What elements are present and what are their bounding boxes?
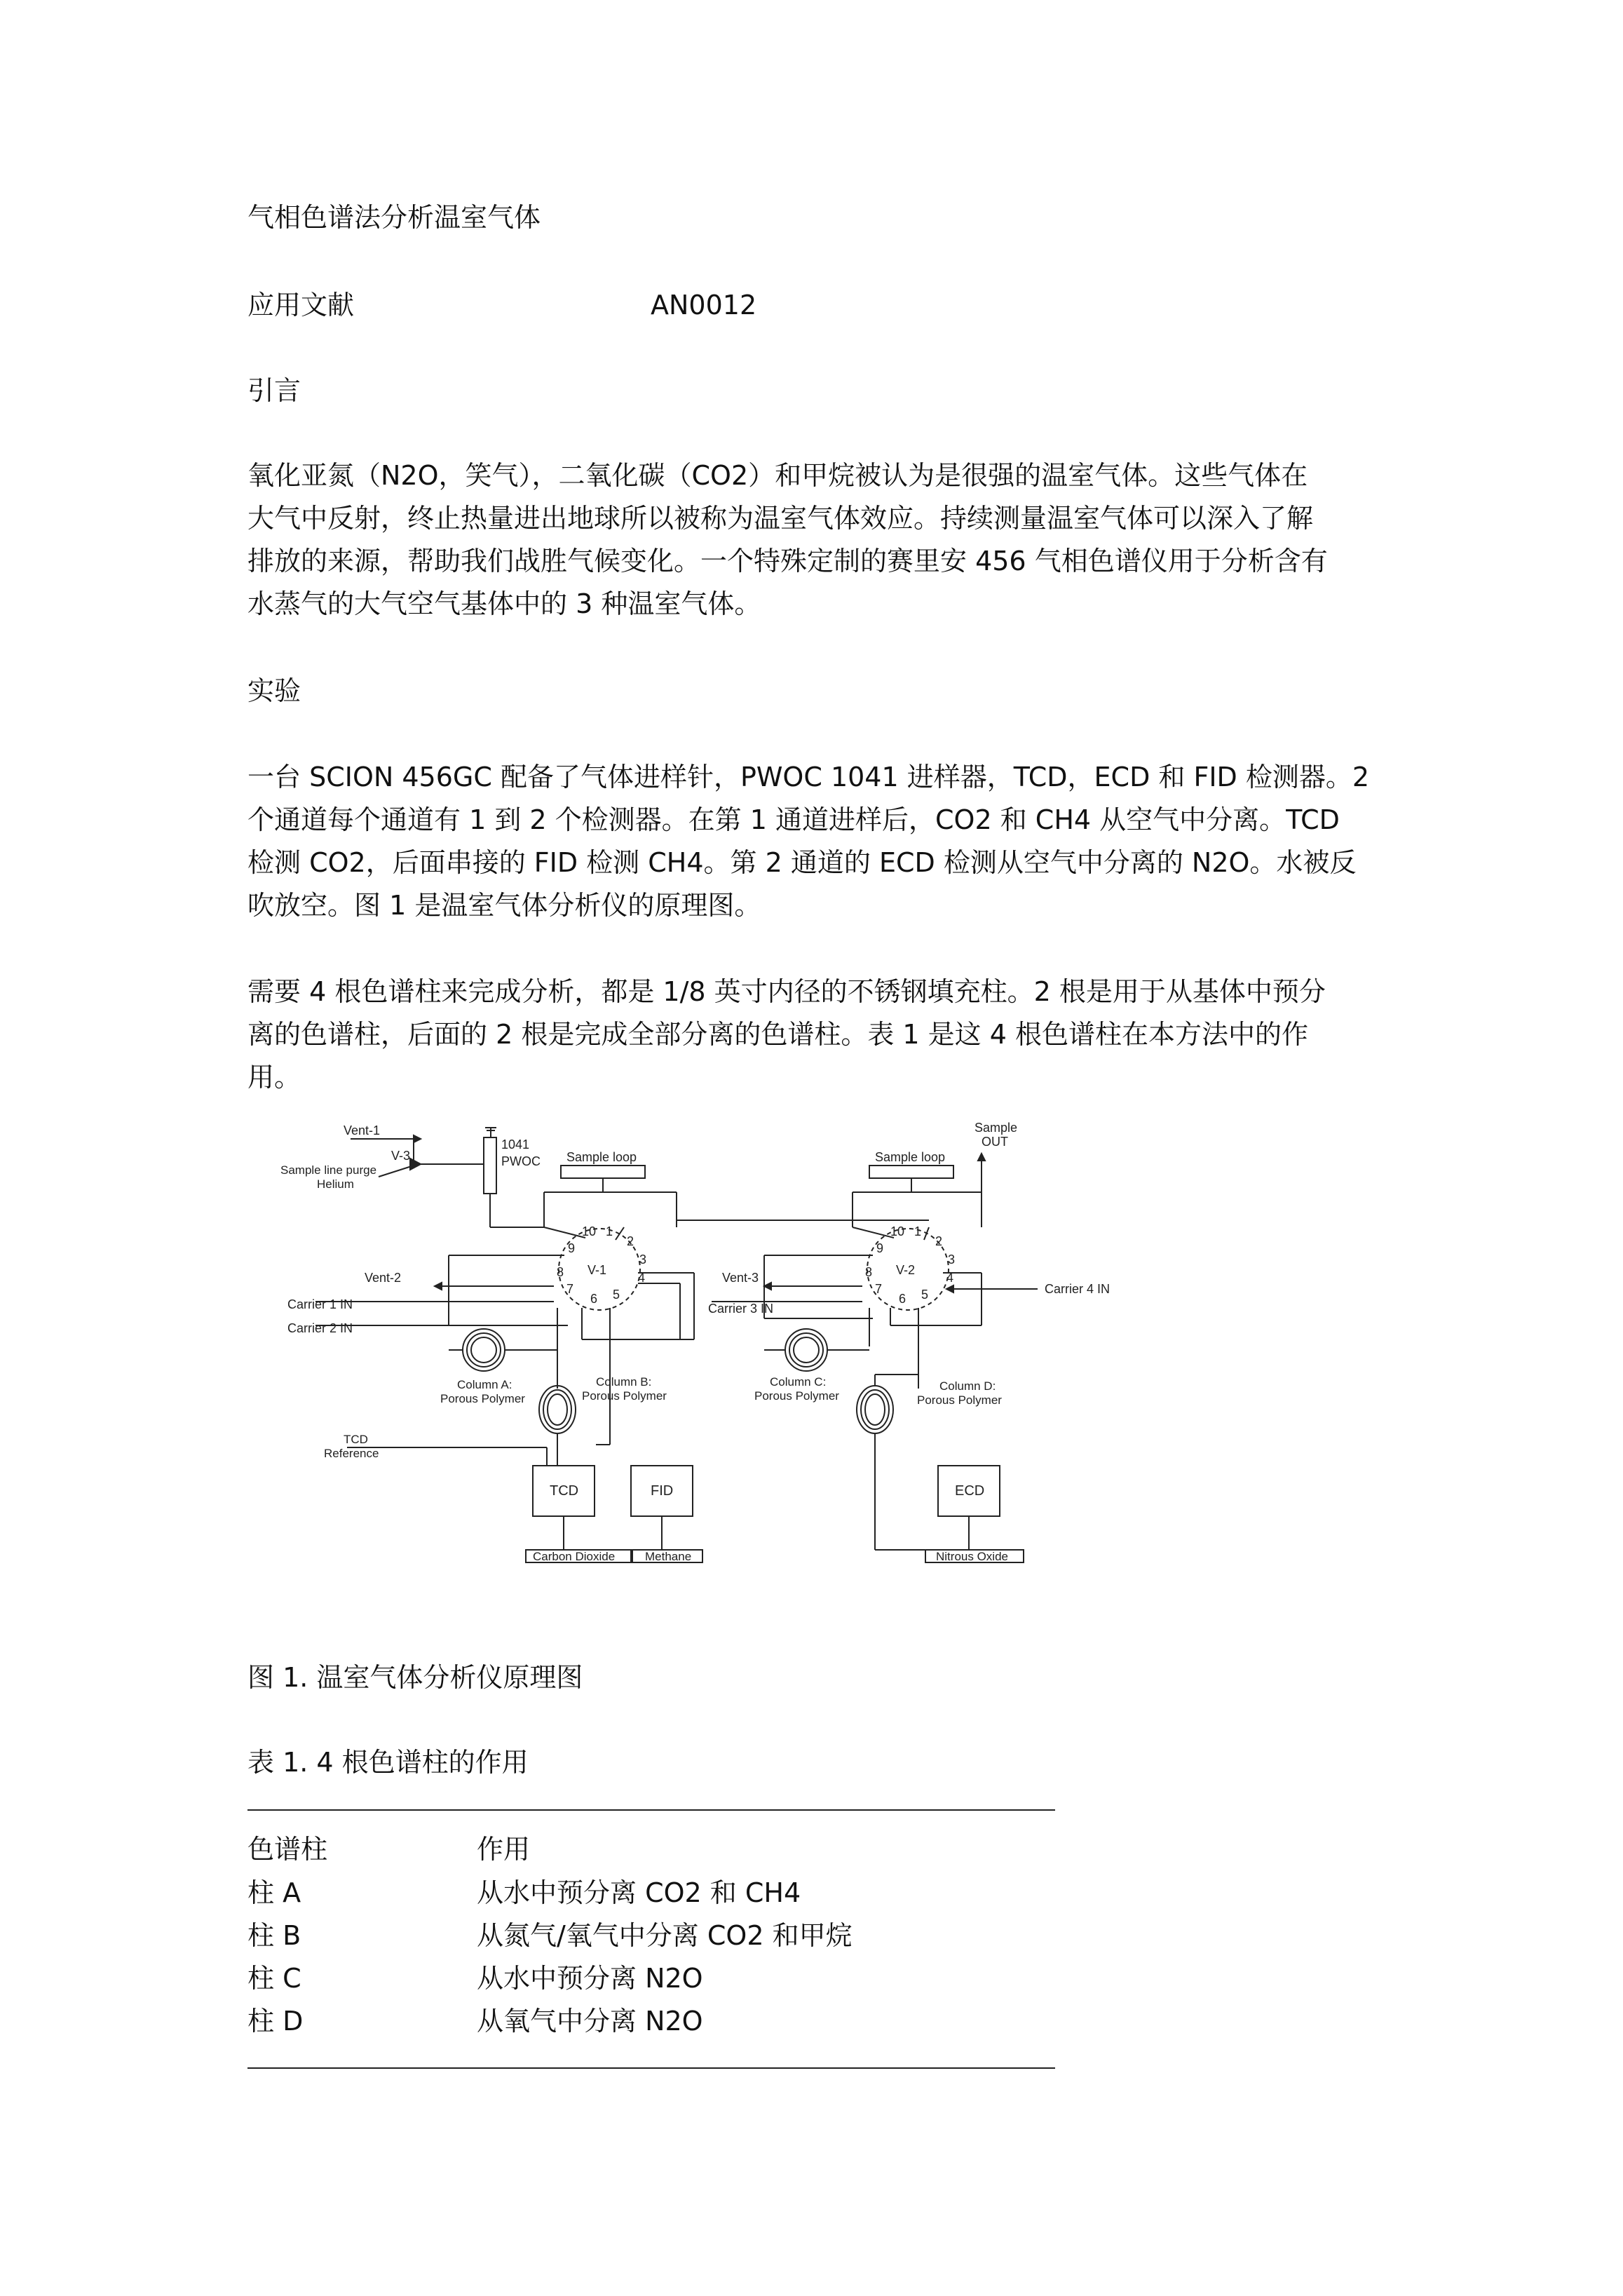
label-v-2: V-2	[896, 1263, 916, 1277]
label-v-3: V-3	[391, 1149, 411, 1163]
v1-port-7: 7	[566, 1282, 574, 1296]
output-methane: Methane	[645, 1550, 692, 1563]
intro-heading: 引言	[247, 375, 301, 406]
detector-tcd: TCD	[550, 1483, 579, 1499]
v2-port-5: 5	[921, 1288, 929, 1302]
detector-fid: FID	[651, 1483, 674, 1499]
document-title: 气相色谱法分析温室气体	[247, 202, 541, 233]
label-sample-out-2: OUT	[982, 1135, 1008, 1149]
table-cell-column: 柱 A	[247, 1877, 301, 1908]
label-column-c: Column C:	[770, 1375, 827, 1389]
intro-paragraph	[247, 454, 1397, 626]
table-caption: 表 1. 4 根色谱柱的作用	[247, 1747, 529, 1778]
experiment-line: 个通道每个通道有 1 到 2 个检测器。在第 1 通道进样后，CO2 和 CH4 从空气中分离。TCD	[247, 804, 1340, 835]
output-carbon-dioxide: Carbon Dioxide	[533, 1550, 616, 1563]
v1-port-6: 6	[590, 1292, 598, 1306]
intro-line: 大气中反射，终止热量进出地球所以被称为温室气体效应。持续测量温室气体可以深入了解	[247, 503, 1314, 534]
v1-port-9: 9	[568, 1241, 576, 1255]
table-cell-column: 柱 D	[247, 2006, 304, 2037]
label-column-b: Column B:	[596, 1375, 652, 1389]
label-sample-loop-2: Sample loop	[875, 1150, 946, 1164]
label-vent-3: Vent-3	[722, 1271, 759, 1285]
gc-schematic-diagram	[273, 1115, 1150, 1634]
columns-line: 需要 4 根色谱柱来完成分析，都是 1/8 英寸内径的不锈钢填充柱。2 根是用于从基体中预分	[247, 976, 1326, 1007]
table-cell-column: 柱 C	[247, 1963, 301, 1994]
label-column-d-type: Porous Polymer	[917, 1393, 1002, 1407]
intro-line: 氧化亚氮（N2O，笑气），二氧化碳（CO2）和甲烷被认为是很强的温室气体。这些气体在	[247, 460, 1308, 491]
label-carrier-2: Carrier 2 IN	[287, 1321, 353, 1335]
table-cell-column: 柱 B	[247, 1920, 301, 1951]
label-vent-2: Vent-2	[365, 1271, 402, 1285]
table-cell-role: 从氧气中分离 N2O	[477, 2006, 703, 2037]
intro-line: 水蒸气的大气空气基体中的 3 种温室气体。	[247, 588, 761, 619]
experiment-line: 一台 SCION 456GC 配备了气体进样针，PWOC 1041 进样器，TCD，ECD 和 FID 检测器。2	[247, 762, 1370, 792]
v2-port-6: 6	[899, 1292, 906, 1306]
label-pwoc: PWOC	[501, 1154, 541, 1168]
v2-port-8: 8	[865, 1265, 873, 1279]
doc-type-label: 应用文献	[247, 290, 355, 320]
v1-port-5: 5	[613, 1288, 620, 1302]
label-column-d: Column D:	[939, 1379, 996, 1393]
experiment-line: 吹放空。图 1 是温室气体分析仪的原理图。	[247, 890, 761, 921]
label-column-a: Column A:	[457, 1378, 512, 1391]
label-pwoc-number: 1041	[501, 1137, 530, 1152]
table-header-role: 作用	[477, 1834, 531, 1865]
label-column-a-type: Porous Polymer	[440, 1392, 525, 1405]
doc-number: AN0012	[651, 290, 757, 320]
experiment-heading: 实验	[247, 675, 301, 706]
v1-port-3: 3	[639, 1252, 647, 1267]
v1-port-10: 10	[582, 1224, 597, 1238]
table-cell-role: 从水中预分离 N2O	[477, 1963, 703, 1994]
label-carrier-1: Carrier 1 IN	[287, 1297, 353, 1311]
v1-port-8: 8	[557, 1265, 564, 1279]
figure-caption: 图 1. 温室气体分析仪原理图	[247, 1662, 583, 1693]
label-sample-loop-1: Sample loop	[566, 1150, 637, 1164]
label-sample-out-1: Sample	[975, 1121, 1018, 1135]
table-top-rule	[247, 1809, 1055, 1811]
label-carrier-4: Carrier 4 IN	[1045, 1282, 1111, 1296]
label-v-1: V-1	[588, 1263, 607, 1277]
table-cell-role: 从水中预分离 CO2 和 CH4	[477, 1877, 801, 1908]
v2-port-7: 7	[875, 1282, 883, 1296]
label-column-b-type: Porous Polymer	[582, 1389, 667, 1403]
label-helium: Helium	[317, 1177, 354, 1191]
label-tcd-reference-2: Reference	[324, 1447, 379, 1460]
columns-line: 离的色谱柱，后面的 2 根是完成全部分离的色谱柱。表 1 是这 4 根色谱柱在本方法中的作	[247, 1019, 1309, 1050]
intro-line: 排放的来源，帮助我们战胜气候变化。一个特殊定制的赛里安 456 气相色谱仪用于分析含有	[247, 546, 1328, 576]
detector-ecd: ECD	[955, 1483, 985, 1499]
table-header-column: 色谱柱	[247, 1834, 328, 1865]
v1-port-2: 2	[627, 1234, 634, 1248]
v1-port-1: 1	[606, 1224, 613, 1238]
v2-port-10: 10	[890, 1224, 905, 1238]
output-nitrous-oxide: Nitrous Oxide	[936, 1550, 1008, 1563]
label-column-c-type: Porous Polymer	[754, 1389, 839, 1403]
label-vent-1: Vent-1	[344, 1123, 381, 1137]
v2-port-1: 1	[914, 1224, 922, 1238]
v2-port-3: 3	[948, 1252, 956, 1267]
table-cell-role: 从氮气/氧气中分离 CO2 和甲烷	[477, 1920, 853, 1951]
v2-port-4: 4	[946, 1271, 954, 1285]
v2-port-2: 2	[935, 1234, 943, 1248]
table-bottom-rule	[247, 2067, 1055, 2069]
label-tcd-reference-1: TCD	[344, 1433, 368, 1446]
columns-paragraph	[247, 971, 1397, 1099]
columns-line: 用。	[247, 1062, 301, 1093]
experiment-paragraph	[247, 756, 1397, 927]
v2-port-9: 9	[876, 1241, 884, 1255]
experiment-line: 检测 CO2，后面串接的 FID 检测 CH4。第 2 通道的 ECD 检测从空气中分离的 N2O。水被反	[247, 847, 1357, 878]
label-sample-line-purge: Sample line purge	[280, 1163, 377, 1177]
v1-port-4: 4	[638, 1271, 646, 1285]
label-carrier-3: Carrier 3 IN	[708, 1302, 774, 1316]
